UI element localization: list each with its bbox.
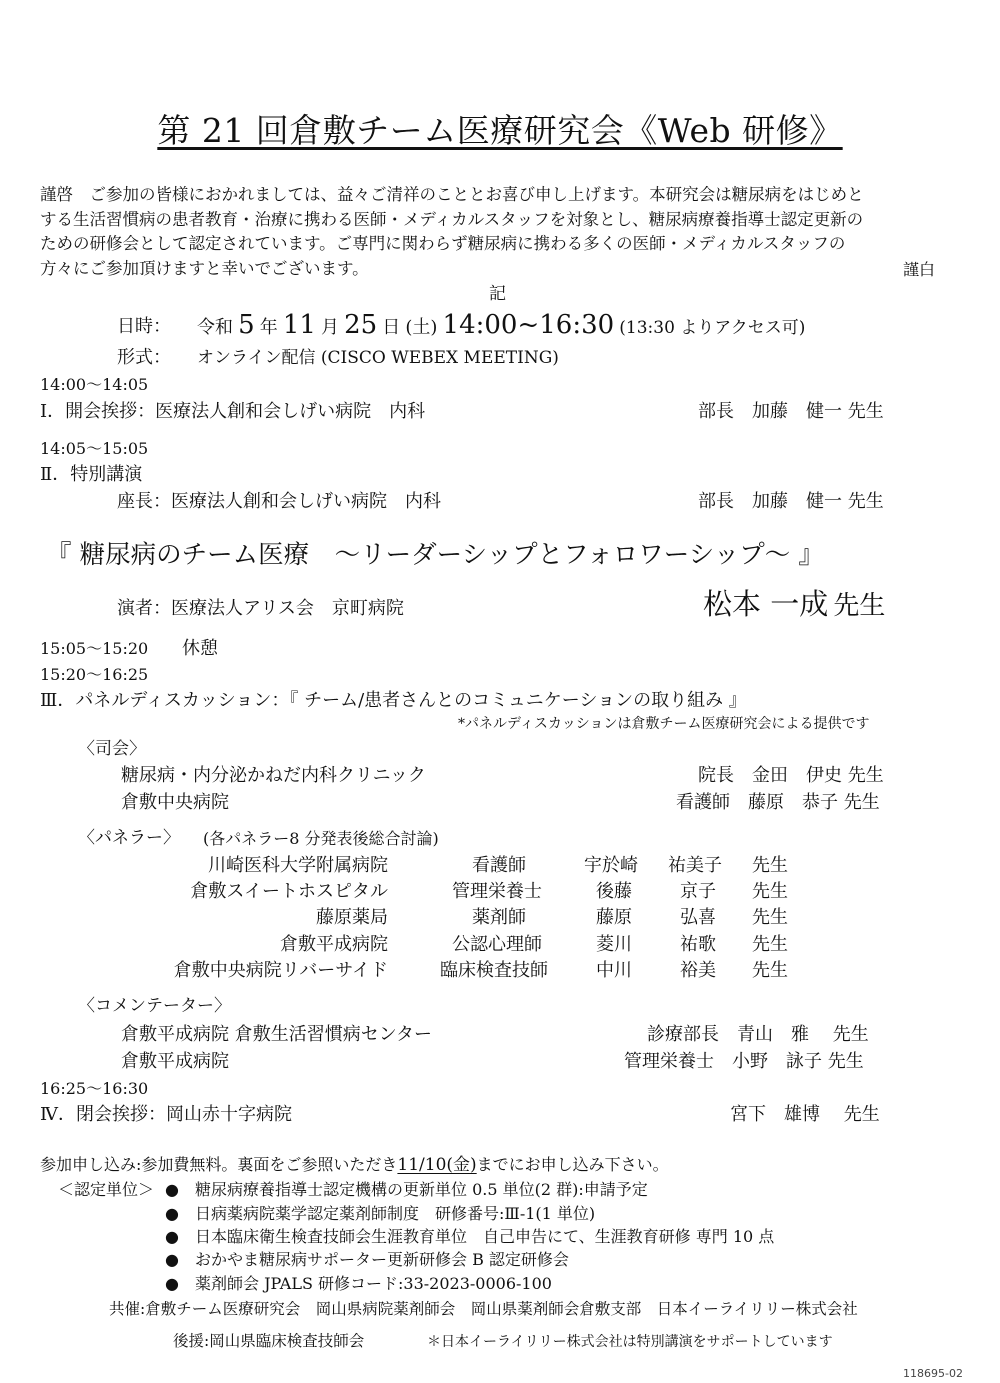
panelist-role: 公認心理師 — [452, 934, 542, 955]
panelist-org: 倉敷スイートホスピタル — [190, 881, 388, 902]
panelist-family: 宇於崎 — [584, 855, 638, 876]
moderator-org: 倉敷中央病院 — [121, 792, 229, 813]
registration-line: 参加申し込み:参加費無料。裏面をご参照いただき11/10(金)までにお申し込み下さい。 — [40, 1155, 669, 1175]
panelist-family: 菱川 — [596, 934, 632, 955]
cosponsor: 共催:倉敷チーム医療研究会 岡山県病院薬剤師会 岡山県薬剤師会倉敷支部 日本イーライリリー株式会社 — [109, 1300, 858, 1318]
break-time: 15:05～15:20 — [40, 639, 149, 658]
panel-label: Ⅲ．パネルディスカッション：『 チーム/患者さんとのコミュニケーションの取り組み 』 — [40, 690, 747, 711]
credit-bullet: ● — [165, 1180, 179, 1199]
registration-deadline: 11/10(金) — [397, 1155, 477, 1175]
panelist-role: 臨床検査技師 — [440, 960, 548, 981]
panelist-suffix: 先生 — [752, 855, 788, 876]
credit-bullet: ● — [165, 1250, 179, 1269]
panelist-suffix: 先生 — [752, 960, 788, 981]
credit-item: 薬剤師会 JPALS 研修コード:33-2023-0006-100 — [195, 1274, 552, 1293]
break-label: 休憩 — [182, 638, 218, 659]
credit-bullet: ● — [165, 1227, 179, 1246]
commentator-person: 診療部長 青山 雅 先生 — [647, 1024, 869, 1045]
panelist-role: 管理栄養士 — [452, 881, 542, 902]
panelist-suffix: 先生 — [752, 907, 788, 928]
format-value: オンライン配信 (CISCO WEBEX MEETING) — [197, 348, 559, 368]
support: 後援:岡山県臨床検査技師会 — [173, 1332, 365, 1350]
special-label: Ⅱ．特別講演 — [40, 464, 143, 485]
moderator-heading: 〈司会〉 — [78, 739, 146, 759]
lecture-title: 『 糖尿病のチーム医療 ～リーダーシップとフォロワーシップ～ 』 — [46, 540, 824, 570]
speaker-suffix: 先生 — [833, 591, 886, 621]
closing-label: Ⅳ．閉会挨拶：岡山赤十字病院 — [40, 1104, 292, 1125]
credits-heading: ＜認定単位＞ — [58, 1180, 155, 1199]
panelist-heading: 〈パネラー〉 — [78, 828, 180, 848]
special-chair: 座長：医療法人創和会しげい病院 内科 — [117, 491, 441, 512]
panelist-given: 弘喜 — [680, 907, 716, 928]
intro-line: ための研修会として認定されています。ご専門に関わらず糖尿病に携わる多くの医師・メディカルスタッフの — [40, 234, 846, 253]
credit-bullet: ● — [165, 1274, 179, 1293]
speaker-label: 演者：医療法人アリス会 京町病院 — [117, 598, 404, 619]
panelist-given: 祐歌 — [680, 934, 716, 955]
datetime-label: 日時： — [117, 316, 171, 337]
moderator-person: 院長 金田 伊史 先生 — [698, 765, 884, 786]
panelist-family: 藤原 — [596, 907, 632, 928]
page-title: 第 21 回倉敷チーム医療研究会《Web 研修》 — [157, 111, 843, 150]
special-chair-person: 部長 加藤 健一 先生 — [698, 491, 884, 512]
panelist-note: (各パネラー8 分発表後総合討論) — [203, 829, 439, 848]
credit-item: おかやま糖尿病サポーター更新研修会 B 認定研修会 — [195, 1250, 569, 1269]
ki-heading: 記 — [489, 284, 506, 304]
format-label: 形式： — [117, 347, 171, 368]
commentator-heading: 〈コメンテーター〉 — [78, 996, 231, 1016]
panelist-given: 京子 — [680, 881, 716, 902]
panelist-org: 川崎医科大学附属病院 — [208, 855, 388, 876]
intro-line: する生活習慣病の患者教育・治療に携わる医師・メディカルスタッフを対象とし、糖尿病療養指導士認定更新の — [40, 209, 864, 229]
closing-time: 16:25～16:30 — [40, 1079, 149, 1098]
credit-item: 日本臨床衛生検査技師会生涯教育単位 自己申告にて、生涯教育研修 専門 10 点 — [195, 1227, 775, 1246]
moderator-org: 糖尿病・内分泌かねだ内科クリニック — [121, 765, 426, 786]
moderator-person: 看護師 藤原 恭子 先生 — [676, 792, 880, 813]
intro-closing: 謹白 — [903, 260, 936, 279]
document-code: 118695-02 — [903, 1367, 963, 1380]
opening-label: Ⅰ．開会挨拶：医療法人創和会しげい病院 内科 — [40, 401, 426, 422]
datetime-value: 令和 5 年 11 月 25 日 (土) 14:00~16:30 (13:30 よりアクセス可) — [197, 310, 806, 340]
intro-line: 謹啓 ご参加の皆様におかれましては、益々ご清祥のこととお喜び申し上げます。本研究会は糖尿病をはじめと — [40, 185, 864, 204]
credit-item: 糖尿病療養指導士認定機構の更新単位 0.5 単位(2 群):申請予定 — [195, 1180, 648, 1199]
credit-item: 日病薬病院薬学認定薬剤師制度 研修番号:Ⅲ-1(1 単位) — [195, 1204, 596, 1223]
panelist-suffix: 先生 — [752, 934, 788, 955]
opening-person: 部長 加藤 健一 先生 — [698, 401, 884, 422]
panelist-given: 祐美子 — [668, 855, 722, 876]
panelist-role: 看護師 — [472, 855, 526, 876]
closing-person: 宮下 雄博 先生 — [730, 1104, 880, 1125]
support-note: ＊日本イーライリリー株式会社は特別講演をサポートしています — [427, 1334, 833, 1350]
panel-note: *パネルディスカッションは倉敷チーム医療研究会による提供です — [458, 716, 870, 732]
panelist-family: 後藤 — [596, 881, 632, 902]
credit-bullet: ● — [165, 1204, 179, 1223]
panelist-family: 中川 — [596, 960, 632, 981]
special-time: 14:05～15:05 — [40, 439, 149, 458]
panelist-given: 裕美 — [680, 960, 716, 981]
intro-line: 方々にご参加頂けますと幸いでございます。 — [40, 258, 369, 278]
panelist-org: 藤原薬局 — [316, 907, 388, 928]
panelist-suffix: 先生 — [752, 881, 788, 902]
intro-paragraph — [40, 183, 945, 281]
commentator-org: 倉敷平成病院 倉敷生活習慣病センター — [121, 1024, 432, 1045]
panelist-org: 倉敷中央病院リバーサイド — [173, 960, 388, 981]
panelist-org: 倉敷平成病院 — [280, 934, 388, 955]
commentator-person: 管理栄養士 小野 詠子 先生 — [624, 1051, 864, 1072]
panelist-role: 薬剤師 — [472, 907, 526, 928]
speaker — [703, 587, 886, 621]
speaker-name: 松本 一成 — [703, 587, 829, 621]
panel-time: 15:20～16:25 — [40, 665, 149, 684]
commentator-org: 倉敷平成病院 — [121, 1051, 229, 1072]
opening-time: 14:00～14:05 — [40, 375, 149, 394]
